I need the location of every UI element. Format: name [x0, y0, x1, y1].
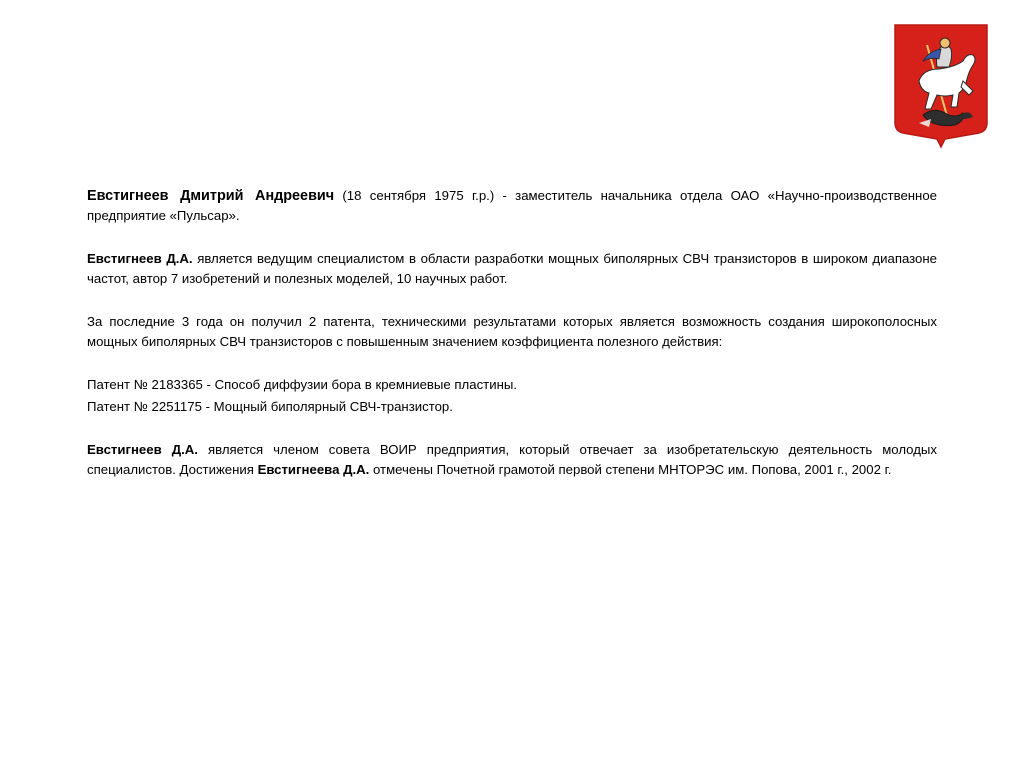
- specialist-text: является ведущим специалистом в области разработки мощных биполярных СВЧ транзисторов в широком диапазоне частот, автор 7 изобретений и полезных моделей, 10 научных работ.: [87, 251, 938, 286]
- biography-text: [87, 186, 937, 480]
- award-text: отмечены Почетной грамотой первой степени МНТОРЭС им. Попова, 2001 г., 2002 г.: [369, 462, 892, 477]
- patent-line: Патент № 2251175 - Мощный биполярный СВЧ-транзистор.: [87, 399, 453, 414]
- person-full-name: Евстигнеев Дмитрий Андреевич: [87, 188, 335, 204]
- bio-paragraph-specialist: [87, 249, 937, 289]
- bio-paragraph-patents: За последние 3 года он получил 2 патента, техническими результатами которых является возможность создания широкополосных мощных биполярных СВЧ транзисторов с повышенным значением коэффициента полезного действия:: [87, 314, 937, 349]
- patent-line: Патент № 2183365 - Способ диффузии бора в кремниевые пластины.: [87, 377, 518, 392]
- voir-text: является членом совета ВОИР предприятия, который отвечает за изобретательскую деятельность молодых специалистов. Достижения: [87, 442, 937, 477]
- person-short-name: Евстигнеев Д.А.: [87, 251, 193, 266]
- bio-paragraph-intro: [87, 186, 937, 226]
- person-short-name: Евстигнеев Д.А.: [87, 442, 198, 457]
- moscow-coat-of-arms-icon: [893, 23, 989, 149]
- intro-text: (18 сентября 1975 г.р.) - заместитель начальника отдела ОАО «Научно-производственное предприятие «Пульсар».: [87, 188, 938, 223]
- person-short-name-genitive: Евстигнеева Д.А.: [257, 462, 370, 477]
- bio-paragraph-voir: [87, 440, 937, 480]
